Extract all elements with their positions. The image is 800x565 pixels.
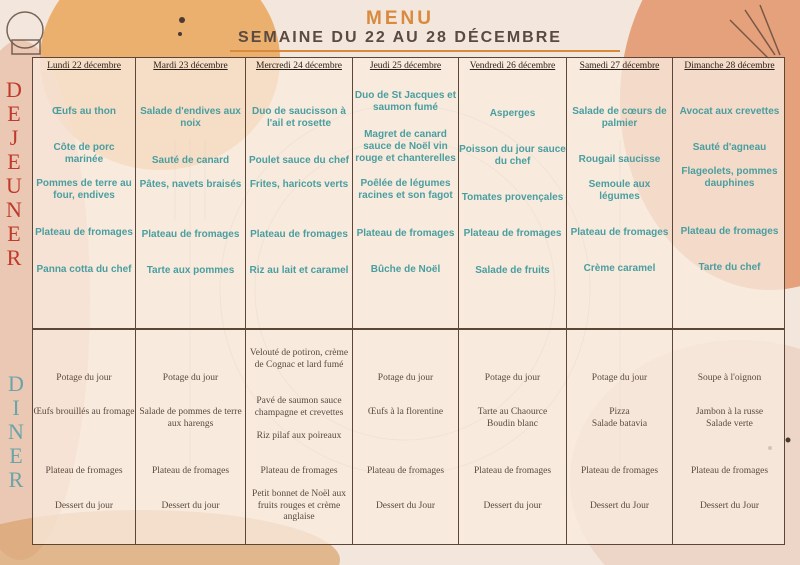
lunch-item: Salade de cœurs de palmier: [572, 106, 667, 129]
day-header: Vendredi 26 décembre: [469, 61, 556, 71]
dinner-item: Velouté de potiron, crème de Cognac et lard fumé: [249, 348, 349, 370]
day-header: Jeudi 25 décembre: [369, 61, 442, 71]
weekly-menu-table: [32, 57, 785, 545]
dinner-item: Pavé de saumon sauce champagne et crevettes: [254, 396, 344, 418]
lunch-item: Pommes de terre au four, endives: [36, 178, 132, 201]
lunch-item: Plateau de fromages: [680, 226, 779, 237]
lunch-item: Plateau de fromages: [356, 228, 455, 239]
lunch-item: Plateau de fromages: [141, 229, 240, 240]
lunch-item: Plateau de fromages: [35, 227, 133, 238]
lunch-item: Tarte du chef: [698, 262, 761, 273]
dinner-item: Potage du jour: [377, 373, 434, 383]
dinner-item: Dessert du Jour: [589, 501, 650, 511]
lunch-item: Plateau de fromages: [570, 227, 669, 238]
dinner-item: Petit bonnet de Noël aux fruits rouges et crème anglaise: [252, 489, 346, 522]
day-header: Lundi 22 décembre: [47, 61, 121, 71]
day-column-friday: [459, 58, 567, 544]
lunch-item: Semoule aux légumes: [588, 179, 651, 202]
dinner-item: Plateau de fromages: [690, 466, 769, 476]
dinner-item: Plateau de fromages: [151, 466, 230, 476]
lunch-item: Panna cotta du chef: [36, 264, 132, 275]
lunch-item: Bûche de Noël: [370, 264, 441, 275]
dinner-item: Salade verte: [706, 419, 753, 429]
lunch-item: Tarte aux pommes: [146, 265, 235, 276]
dinner-item: Salade de pommes de terre aux harengs: [139, 407, 242, 429]
lunch-item: Crème caramel: [583, 263, 656, 274]
dinner-item: Soupe à l'oignon: [697, 373, 762, 383]
lunch-item: Plateau de fromages: [463, 228, 562, 239]
dinner-item: Plateau de fromages: [580, 466, 659, 476]
dinner-item: Tarte au Chaource: [477, 407, 548, 417]
dinner-item: Jambon à la russe: [695, 407, 764, 417]
lunch-item: Sauté de canard: [151, 155, 230, 166]
dinner-item: Dessert du Jour: [699, 501, 760, 511]
lunch-item: Œufs au thon: [52, 106, 116, 117]
day-column-wednesday: [246, 58, 353, 544]
dinner-item: Salade batavia: [591, 419, 648, 429]
dinner-item: Riz pilaf aux poireaux: [256, 431, 342, 441]
lunch-item: Côte de porc marinée: [53, 142, 115, 165]
dinner-item: Plateau de fromages: [473, 466, 552, 476]
lunch-item: Frites, haricots verts: [249, 179, 349, 190]
lunch-item: Magret de canard sauce de Noël vin rouge et chanterelles: [355, 129, 456, 164]
lunch-item: Tomates provençales: [461, 192, 564, 203]
dinner-item: Boudin blanc: [487, 419, 538, 429]
menu-subtitle: SEMAINE DU 22 AU 28 DÉCEMBRE: [238, 29, 562, 46]
lunch-item: Poulet sauce du chef: [248, 155, 350, 166]
lunch-section-label: D E J E U N E R: [6, 77, 22, 270]
lunch-item: Flageolets, pommes dauphines: [681, 166, 778, 189]
dinner-item: Œufs brouillés au fromage: [33, 407, 135, 417]
lunch-item: Salade d'endives aux noix: [140, 106, 241, 129]
day-header: Samedi 27 décembre: [579, 61, 660, 71]
dinner-item: Potage du jour: [162, 373, 219, 383]
dinner-section-label: D I N E R: [8, 371, 24, 492]
lunch-item: Avocat aux crevettes: [679, 106, 780, 117]
dinner-item: Plateau de fromages: [366, 466, 445, 476]
lunch-item: Plateau de fromages: [250, 229, 348, 240]
menu-title: MENU: [366, 8, 434, 29]
dinner-item: Dessert du Jour: [375, 501, 436, 511]
lunch-item: Poisson du jour sauce du chef: [459, 144, 566, 167]
lunch-item: Salade de fruits: [475, 265, 550, 276]
dinner-item: Œufs à la florentine: [367, 407, 444, 417]
lunch-item: Rougail saucisse: [578, 154, 661, 165]
lunch-item: Pâtes, navets braisés: [139, 179, 242, 190]
dinner-item: Plateau de fromages: [260, 466, 338, 476]
day-column-monday: [33, 58, 136, 544]
dinner-item: Pizza: [609, 407, 630, 417]
lunch-item: Poêlée de légumes racines et son fagot: [358, 178, 453, 201]
day-header: Mardi 23 décembre: [153, 61, 228, 71]
day-column-saturday: [567, 58, 673, 544]
lunch-item: Duo de saucisson à l'ail et rosette: [252, 106, 346, 129]
title-divider: [230, 50, 620, 52]
dinner-item: Dessert du jour: [54, 501, 114, 511]
dinner-item: Dessert du jour: [161, 501, 220, 511]
dinner-item: Dessert du jour: [483, 501, 542, 511]
day-header: Mercredi 24 décembre: [256, 61, 342, 71]
day-column-tuesday: [136, 58, 246, 544]
dinner-item: Potage du jour: [591, 373, 648, 383]
day-column-thursday: [353, 58, 459, 544]
lunch-item: Sauté d'agneau: [692, 142, 767, 153]
day-header: Dimanche 28 décembre: [684, 61, 775, 71]
dinner-item: Potage du jour: [56, 373, 112, 383]
dinner-item: Potage du jour: [484, 373, 541, 383]
lunch-item: Asperges: [489, 108, 536, 119]
lunch-item: Riz au lait et caramel: [249, 265, 349, 276]
dinner-item: Plateau de fromages: [45, 466, 123, 476]
lunch-item: Duo de St Jacques et saumon fumé: [354, 90, 457, 113]
day-column-sunday: [673, 58, 786, 544]
